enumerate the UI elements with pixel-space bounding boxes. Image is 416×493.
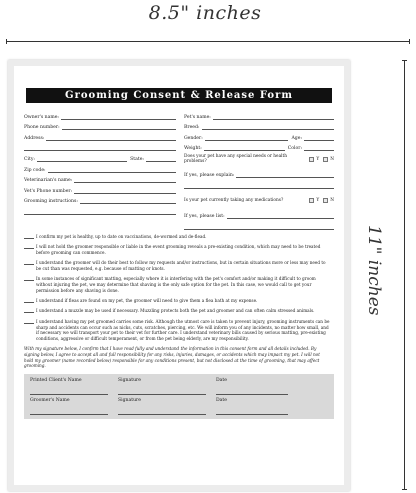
explain-line[interactable] bbox=[184, 178, 334, 189]
groomer-signature-row bbox=[30, 398, 328, 418]
pet-name-field[interactable] bbox=[184, 109, 334, 120]
info-fields bbox=[24, 109, 334, 230]
no-label: N bbox=[330, 156, 334, 162]
field-label: City: bbox=[24, 156, 35, 162]
initials-blank[interactable] bbox=[24, 260, 34, 265]
groomer-date-cell[interactable] bbox=[216, 398, 288, 418]
field-label: Zip code: bbox=[24, 167, 46, 173]
field-label: Pet's name: bbox=[184, 114, 211, 120]
field-label: Address: bbox=[24, 135, 45, 141]
client-date-cell[interactable] bbox=[216, 378, 288, 398]
clause-text: I understand a muzzle may be used if necessary. Muzzling protects both the pet and groomer and can often calm stressed animals. bbox=[36, 308, 315, 314]
signature-label: Signature bbox=[118, 377, 141, 383]
field-label: Weight: bbox=[184, 146, 202, 152]
vet-phone-field[interactable] bbox=[24, 183, 176, 194]
question-text: Is your pet currently taking any medications? bbox=[184, 198, 284, 204]
clause-text: I understand the groomer will do their best to follow my requests and/or instructions, but in certain situations more or less may need to be cut than was requested, e.g. because of matting or knots. bbox=[36, 260, 326, 271]
question-text: Does your pet have any special needs or health problems? bbox=[184, 154, 288, 165]
client-name-cell[interactable] bbox=[30, 378, 108, 398]
width-dimension-label: 8.5" inches bbox=[148, 2, 262, 24]
date-label: Date bbox=[216, 377, 227, 383]
form-paper bbox=[14, 66, 344, 485]
city-state-field[interactable] bbox=[24, 151, 176, 162]
special-needs-question bbox=[184, 151, 334, 167]
date-label: Date bbox=[216, 397, 227, 403]
no-checkbox[interactable] bbox=[323, 198, 328, 203]
clause-item bbox=[24, 319, 330, 342]
clause-text: I will not hold the groomer responsible or liable in the event grooming reveals a pre-existing condition, which may need to be treated before grooming can commence. bbox=[36, 244, 321, 255]
yes-label: Y bbox=[316, 198, 320, 204]
clause-item bbox=[24, 260, 330, 272]
field-label: Owner's name: bbox=[24, 114, 59, 120]
phone-number-field[interactable] bbox=[24, 120, 176, 131]
initials-blank[interactable] bbox=[24, 234, 34, 239]
field-label: Veterinarian's name: bbox=[24, 178, 73, 184]
client-signature-cell[interactable] bbox=[118, 378, 206, 398]
signature-label: Signature bbox=[118, 397, 141, 403]
initials-blank[interactable] bbox=[24, 308, 34, 313]
initials-blank[interactable] bbox=[24, 298, 34, 303]
yes-checkbox[interactable] bbox=[309, 157, 314, 162]
groomer-name-cell[interactable] bbox=[30, 398, 108, 418]
address-field[interactable] bbox=[24, 130, 176, 141]
client-name-label: Printed Client's Name bbox=[30, 377, 82, 383]
pet-fields bbox=[184, 109, 334, 230]
clause-item bbox=[24, 276, 330, 293]
medications-list-line[interactable] bbox=[184, 219, 334, 230]
grooming-instructions-line[interactable] bbox=[24, 204, 176, 215]
width-dimension-line bbox=[6, 41, 410, 42]
vet-name-field[interactable] bbox=[24, 173, 176, 184]
signature-panel bbox=[24, 374, 334, 419]
weight-color-field[interactable] bbox=[184, 141, 334, 152]
explain-field[interactable] bbox=[184, 167, 334, 178]
initials-blank[interactable] bbox=[24, 244, 34, 249]
field-label: Phone number: bbox=[24, 125, 60, 131]
clause-text: I understand if fleas are found on my pet, the groomer will need to give them a flea bath at my expense. bbox=[36, 298, 258, 304]
field-label: Color: bbox=[287, 146, 302, 152]
clause-text: I confirm my pet is healthy, up to date on vaccinations, de-wormed and de-flead. bbox=[36, 233, 207, 239]
yes-checkbox[interactable] bbox=[309, 198, 314, 203]
owner-name-field[interactable] bbox=[24, 109, 176, 120]
clause-text: In some instances of significant matting, especially where it is interfering with the pet's comfort and/or making it difficult to groom without injuring the pet, we may determine that shaving is the only safe option for the pet. In this case, we would call to get your permission before any shaving is done. bbox=[36, 276, 316, 293]
field-label: State: bbox=[130, 156, 144, 162]
client-signature-row bbox=[30, 378, 328, 398]
consent-clauses bbox=[24, 234, 334, 342]
clause-item bbox=[24, 234, 330, 240]
breed-field[interactable] bbox=[184, 120, 334, 131]
owner-fields bbox=[24, 109, 176, 230]
clause-item bbox=[24, 244, 330, 256]
medications-question bbox=[184, 193, 334, 209]
field-label: Age: bbox=[291, 135, 302, 141]
no-checkbox[interactable] bbox=[323, 157, 328, 162]
clause-item bbox=[24, 298, 330, 304]
grooming-instructions-field[interactable] bbox=[24, 194, 176, 205]
form-title: Grooming Consent & Release Form bbox=[26, 88, 332, 103]
signature-statement: With my signature below, I confirm that I have read fully and understand the information in this consent form and all details included. By signing below, I agree to accept all and full responsibility for any risks, injuries, damages, or accidents which may impact my pet. I will not hold my groomer (name recorded below) responsible for any conditions present, but not disclosed at the time of grooming, that may affect grooming. bbox=[24, 346, 320, 369]
groomer-name-label: Groomer's Name bbox=[30, 397, 70, 403]
field-label: If yes, please list: bbox=[184, 214, 225, 220]
field-label: Vet's Phone number: bbox=[24, 188, 73, 194]
address-line-2[interactable] bbox=[24, 141, 176, 152]
height-dimension-label: 11" inches bbox=[364, 225, 384, 316]
gender-age-field[interactable] bbox=[184, 130, 334, 141]
field-label: Grooming instructions: bbox=[24, 199, 78, 205]
initials-blank[interactable] bbox=[24, 319, 34, 324]
field-label: If yes, please explain: bbox=[184, 172, 235, 178]
zip-code-field[interactable] bbox=[24, 162, 176, 173]
no-label: N bbox=[330, 198, 334, 204]
initials-blank[interactable] bbox=[24, 276, 34, 281]
medications-list-field[interactable] bbox=[184, 209, 334, 220]
yes-label: Y bbox=[316, 156, 320, 162]
field-label: Gender: bbox=[184, 135, 203, 141]
form-sheet bbox=[8, 60, 350, 491]
clause-item bbox=[24, 308, 330, 314]
groomer-signature-cell[interactable] bbox=[118, 398, 206, 418]
clause-text: I understand having my pet groomed carries some risk. Although the utmost care is taken to prevent injury, grooming instruments can be sharp and accidents can occur such as nicks, cuts, scratches, piercing, etc. We will inform you of any incidents, no matter how small, and if necessary we will transport your pet to their vet for further care. I understand veterinary bills caused by serious matting, pre-existing conditions, aggressive or difficult temperament, or from the pet being elderly, are my responsibility. bbox=[36, 318, 330, 342]
height-dimension-line bbox=[404, 60, 405, 490]
field-label: Breed: bbox=[184, 125, 200, 131]
